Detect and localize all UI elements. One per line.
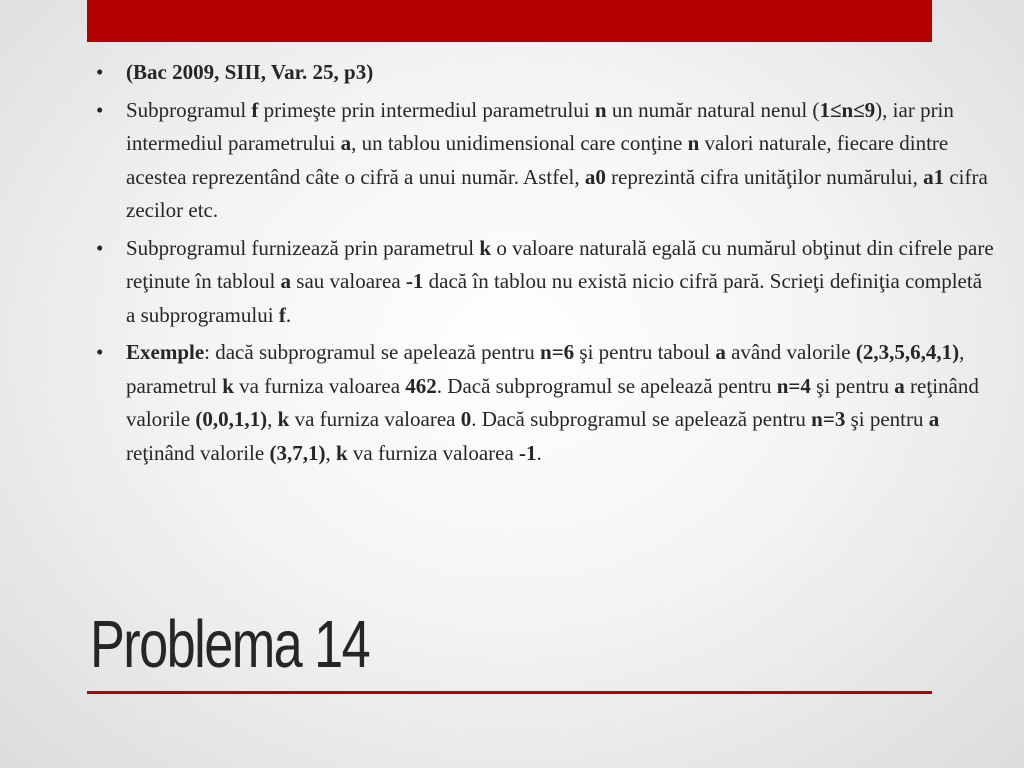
bullet-text: Subprogramul f primeşte prin intermediul parametrului n un număr natural nenul (1≤n≤9), iar prin intermediul parametrului a, un tablou unidimensional care conţine n valori naturale, fiecare dintre acestea reprezentând câte o cifră a unui număr. Astfel, a0 reprezintă cifra unităţilor numărului, a1 cifra zecilor etc.: [126, 97, 988, 222]
bullet-text: Exemple: dacă subprogramul se apelează pentru n=6 şi pentru taboul a având valorile (2,3,5,6,4,1), parametrul k va furniza valoarea 462. Dacă subprogramul se apelează pentru n=4 şi pentru a reţinând valorile (0,0,1,1), k va furniza valoarea 0. Dacă subprogramul se apelează pentru n=3 şi pentru a reţinând valorile (3,7,1), k va furniza valoarea -1.: [126, 340, 979, 465]
bullet-dot: •: [96, 60, 104, 84]
top-accent-bar: [87, 0, 932, 42]
slide-title: Problema 14: [90, 607, 370, 682]
bullet-dot: •: [96, 97, 104, 122]
slide-body: [96, 56, 996, 474]
bullet-item: [96, 336, 996, 470]
title-underline: [87, 691, 932, 694]
bullet-text: Subprogramul furnizează prin parametrul k o valoare naturală egală cu numărul obţinut din cifrele pare reţinute în tabloul a sau valoarea -1 dacă în tablou nu există nicio cifră pară. Scrieţi definiţia completă a subprogramului f.: [126, 235, 994, 327]
bullet-item: [96, 232, 996, 333]
bullet-item: [96, 94, 996, 228]
bullet-dot: •: [96, 340, 104, 364]
bullet-dot: •: [96, 235, 104, 260]
bullet-text: (Bac 2009, SIII, Var. 25, p3): [126, 60, 374, 84]
bullet-item: [96, 56, 996, 90]
